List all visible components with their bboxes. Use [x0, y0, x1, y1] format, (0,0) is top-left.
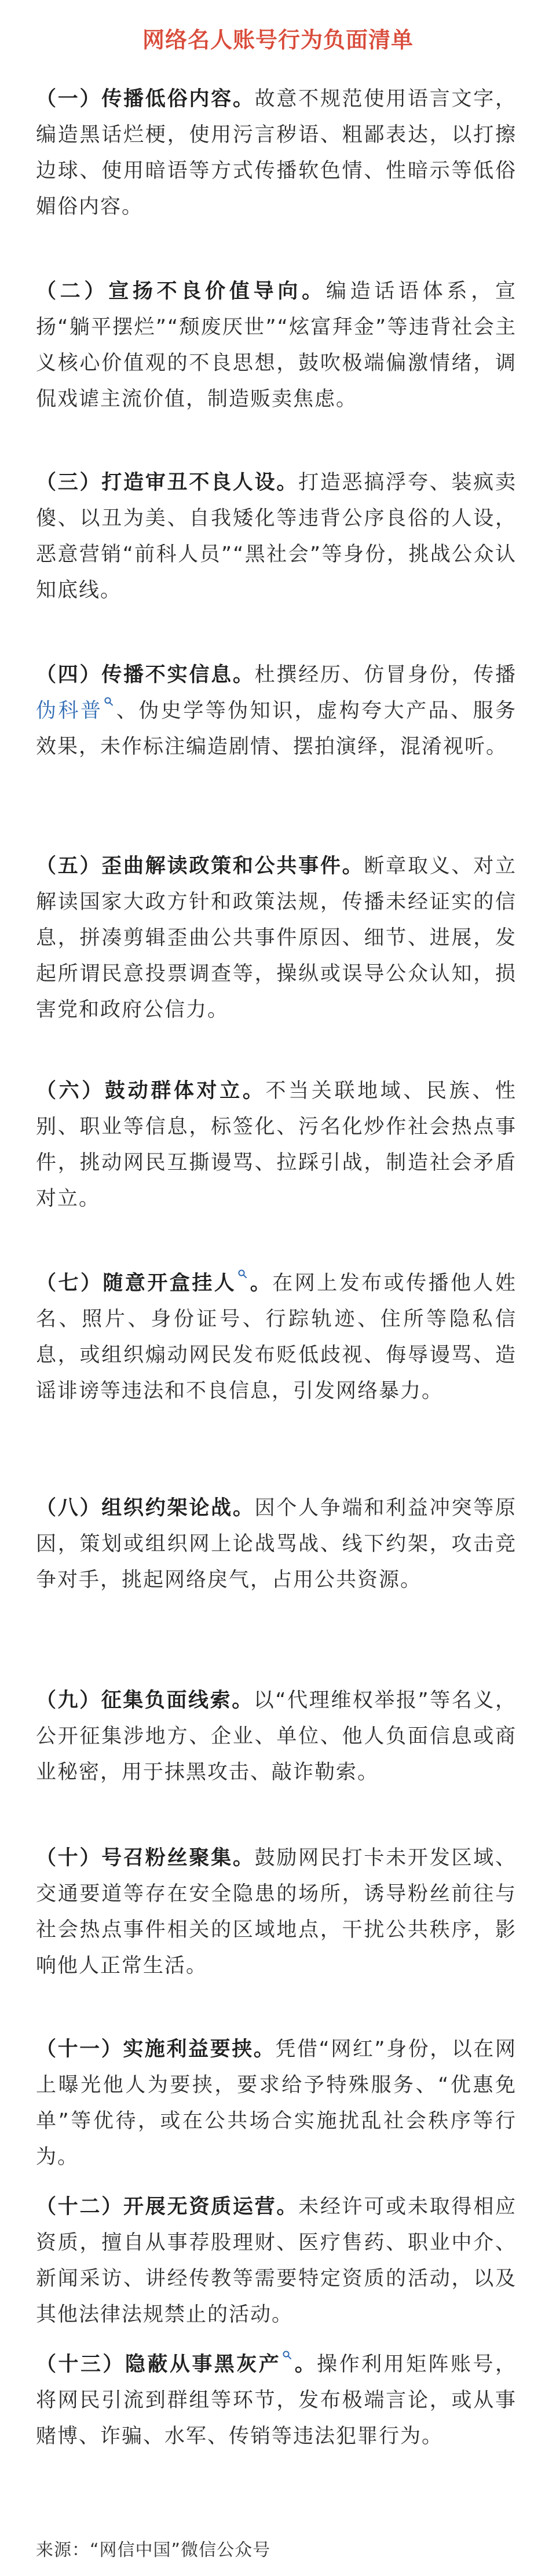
item-heading: （十二）开展无资质运营。 [36, 2195, 299, 2219]
item-text: 以“代理维权举报”等名义，公开征集涉地方、企业、单位、他人负面信息或商业秘密，用于抹黑攻击、敲诈勒索。 [36, 1689, 517, 1784]
list-item [36, 2031, 517, 2175]
keyword-link[interactable]: 伪科普 [36, 699, 103, 723]
item-text: 在网上发布或传播他人姓名、照片、身份证号、行踪轨迹、住所等隐私信息，或组织煽动网民发布贬低歧视、侮辱谩骂、造谣诽谤等违法和不良信息，引发网络暴力。 [36, 1272, 517, 1403]
search-icon[interactable] [237, 1269, 248, 1282]
item-heading: （三）打造审丑不良人设。 [36, 471, 299, 494]
item-heading: 。 [249, 1272, 273, 1295]
list-item [36, 273, 517, 417]
list-item [36, 1683, 517, 1790]
item-heading: （十一）实施利益要挟。 [36, 2038, 276, 2061]
item-heading: 。 [294, 2353, 317, 2376]
item-text: 操作利用矩阵账号，将网民引流到群组等环节，发布极端言论，或从事赌博、诈骗、水军、传销等违法犯罪行为。 [36, 2353, 517, 2448]
item-text: 因个人争端和利益冲突等原因，策划或组织网上论战骂战、线下约架，攻击竞争对手，挑起网络戾气，占用公共资源。 [36, 1497, 517, 1592]
item-heading: （八）组织约架论战。 [36, 1497, 255, 1520]
item-text: 故意不规范使用语言文字，编造黑话烂梗，使用污言秽语、粗鄙表达，以打擦边球、使用暗语等方式传播软色情、性暗示等低俗媚俗内容。 [36, 87, 517, 218]
source-note: 来源：“网信中国”微信公众号 [36, 2540, 271, 2560]
keyword-link[interactable]: 黑灰产 [214, 2353, 281, 2376]
list-item [36, 2189, 517, 2333]
item-text: 鼓励网民打卡未开发区域、交通要道等存在安全隐患的场所，诱导粉丝前往与社会热点事件相关的区域地点，干扰公共秩序，影响他人正常生活。 [36, 1847, 517, 1977]
list-item [36, 1840, 517, 1984]
item-heading: （四）传播不实信息。 [36, 663, 255, 687]
search-icon[interactable] [282, 2350, 292, 2363]
search-icon[interactable] [104, 696, 114, 709]
list-item [36, 81, 517, 225]
page-title: 网络名人账号行为负面清单 [142, 27, 414, 53]
item-text: 断章取义、对立解读国家大政方针和政策法规，传播未经证实的信息，拼凑剪辑歪曲公共事件原因、细节、进展，发起所谓民意投票调查等，操纵或误导公众认知，损害党和政府公信力。 [36, 855, 517, 1021]
item-heading: （九）征集负面线索。 [36, 1689, 254, 1712]
item-heading: （七）随意 [36, 1272, 148, 1295]
list-item [36, 848, 517, 1028]
item-text: 不当关联地域、民族、性别、职业等信息，标签化、污名化炒作社会热点事件，挑动网民互撕谩骂、拉踩引战，制造社会矛盾对立。 [36, 1079, 517, 1210]
item-text: 凭借“网红”身份，以在网上曝光他人为要挟，要求给予特殊服务、“优惠免单”等优待，或在公共场合实施扰乱社会秩序等行为。 [36, 2038, 517, 2169]
item-heading: （五）歪曲解读政策和公共事件。 [36, 855, 364, 878]
item-heading: （二）宣扬不良价值导向。 [36, 280, 326, 303]
item-heading: （十三）隐蔽从事 [36, 2353, 214, 2376]
item-text: 未经许可或未取得相应资质，擅自从事荐股理财、医疗售药、职业中介、新闻采访、讲经传教等需要特定资质的活动，以及其他法律法规禁止的活动。 [36, 2195, 517, 2326]
item-text: 杜撰经历、仿冒身份，传播 [254, 663, 517, 687]
item-heading: （十）号召粉丝聚集。 [36, 1847, 255, 1870]
item-text: 打造恶搞浮夸、装疯卖傻、以丑为美、自我矮化等违背公序良俗的人设，恶意营销“前科人员”“黑社会”等身份，挑战公众认知底线。 [36, 471, 517, 602]
list-item [36, 2347, 517, 2454]
item-heading: （六）鼓动群体对立。 [36, 1079, 266, 1103]
list-item [36, 657, 517, 765]
keyword-link[interactable]: 开盒挂人 [147, 1272, 237, 1295]
item-heading: （一）传播低俗内容。 [36, 87, 255, 111]
list-item [36, 1490, 517, 1598]
list-item [36, 465, 517, 608]
item-text: 、伪史学等伪知识，虚构夸大产品、服务效果，未作标注编造剧情、摆拍演绎，混淆视听。 [36, 699, 517, 758]
list-item [36, 1073, 517, 1217]
item-text: 编造话语体系，宣扬“躺平摆烂”“颓废厌世”“炫富拜金”等违背社会主义核心价值观的不良思想，鼓吹极端偏激情绪，调侃戏谑主流价值，制造贩卖焦虑。 [36, 280, 517, 411]
list-item [36, 1265, 517, 1409]
